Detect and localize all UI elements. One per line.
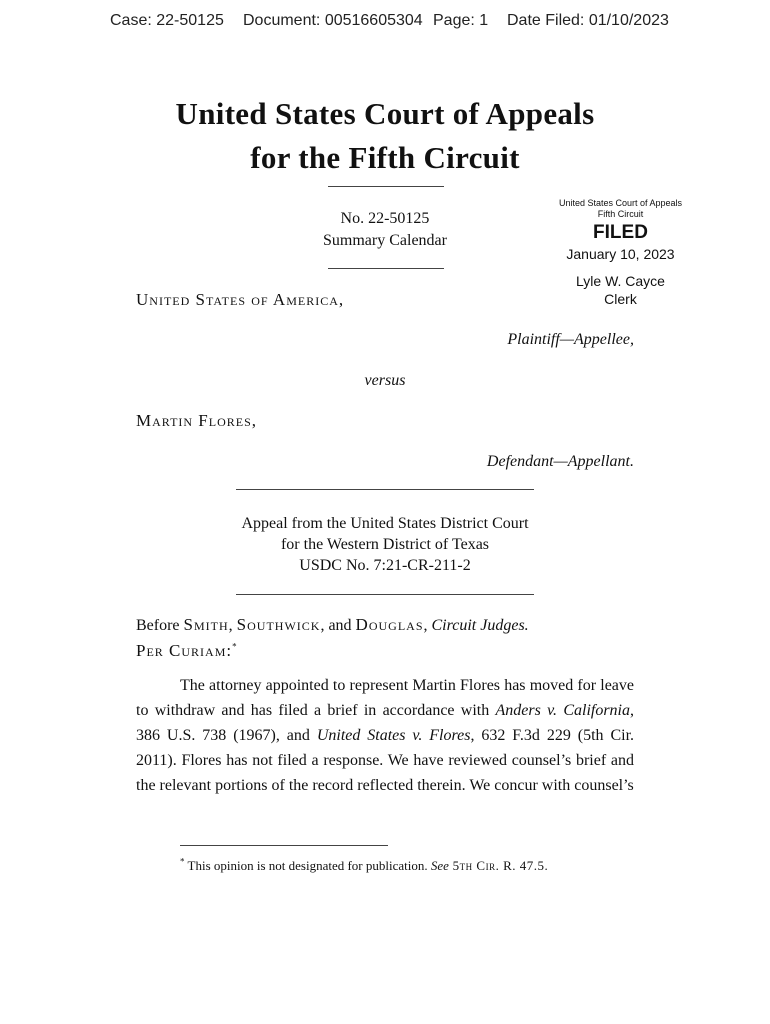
stamp-court-line1: United States Court of Appeals (558, 198, 683, 208)
case-number: No. 22-50125 (340, 210, 430, 227)
footnote-mark: * (180, 856, 185, 867)
case-info (285, 208, 485, 252)
panel-separator: , (228, 617, 237, 634)
footnote-rule: 5th Cir. R. 47.5. (448, 858, 549, 873)
court-title-line2: for the Fifth Circuit (250, 140, 520, 175)
opinion-text: , 386 U.S. 738 (1967), and (136, 702, 635, 744)
stamp-date: January 10, 2023 (566, 246, 675, 262)
page-number-header: Page: 1 (433, 12, 489, 29)
judge-douglas: Douglas (355, 615, 424, 634)
judges-title: Circuit Judges. (431, 617, 529, 634)
divider (236, 489, 534, 490)
panel-line (136, 615, 529, 635)
plaintiff-role: Plaintiff—Appellee, (507, 331, 634, 348)
footnote-reference[interactable]: * (232, 641, 237, 652)
appeal-line2: for the Western District of Texas (280, 536, 490, 553)
case-number-header: Case: 22-50125 (110, 12, 224, 29)
stamp-filed: FILED (593, 222, 648, 243)
date-filed-header: Date Filed: 01/10/2023 (507, 12, 669, 29)
court-title (0, 92, 770, 180)
filed-stamp (548, 198, 693, 308)
appeal-info (0, 513, 770, 576)
per-curiam: Per Curiam: (136, 641, 233, 660)
divider (328, 268, 444, 269)
stamp-court-line2: Fifth Circuit (597, 209, 644, 219)
court-title-line1: United States Court of Appeals (175, 96, 595, 131)
footnote (180, 858, 660, 874)
document-number-header: Document: 00516605304 (243, 12, 423, 29)
plaintiff-name: United States of America, (136, 290, 345, 309)
citation-flores: United States v. Flores (316, 727, 471, 744)
opinion-text: The attorney appointed to represent Martin Flores has moved for leave to withdraw and has filed a brief in accordance with (136, 677, 634, 719)
footnote-see: See (430, 858, 449, 873)
citation-anders: Anders v. California (495, 702, 631, 719)
stamp-clerk-title: Clerk (604, 291, 637, 307)
opinion-paragraph (136, 673, 634, 798)
defendant-name: Martin Flores, (136, 411, 258, 430)
before-label: Before (136, 617, 184, 634)
per-curiam-line (136, 641, 237, 661)
footnote-divider (180, 845, 388, 846)
appeal-line1: Appeal from the United States District Court (241, 515, 529, 532)
document-header (0, 12, 770, 34)
footnote-text: This opinion is not designated for publication. (184, 858, 431, 873)
panel-separator: , (423, 617, 432, 634)
panel-separator: , and (320, 617, 356, 634)
defendant-role: Defendant—Appellant. (486, 453, 634, 470)
opinion-text: , 632 F.3d 229 (5th Cir. 2011). Flores has not filed a response. We have reviewed counsel’s brief and the relevant portions of the record reflected therein. We concur with counsel’s (136, 727, 635, 794)
judge-southwick: Southwick (236, 615, 321, 634)
divider (328, 186, 444, 187)
versus: versus (364, 372, 406, 389)
calendar-type: Summary Calendar (323, 232, 447, 249)
judge-smith: Smith (183, 615, 229, 634)
divider (236, 594, 534, 595)
appeal-line3: USDC No. 7:21-CR-211-2 (299, 557, 471, 574)
stamp-clerk-name: Lyle W. Cayce (576, 273, 665, 289)
